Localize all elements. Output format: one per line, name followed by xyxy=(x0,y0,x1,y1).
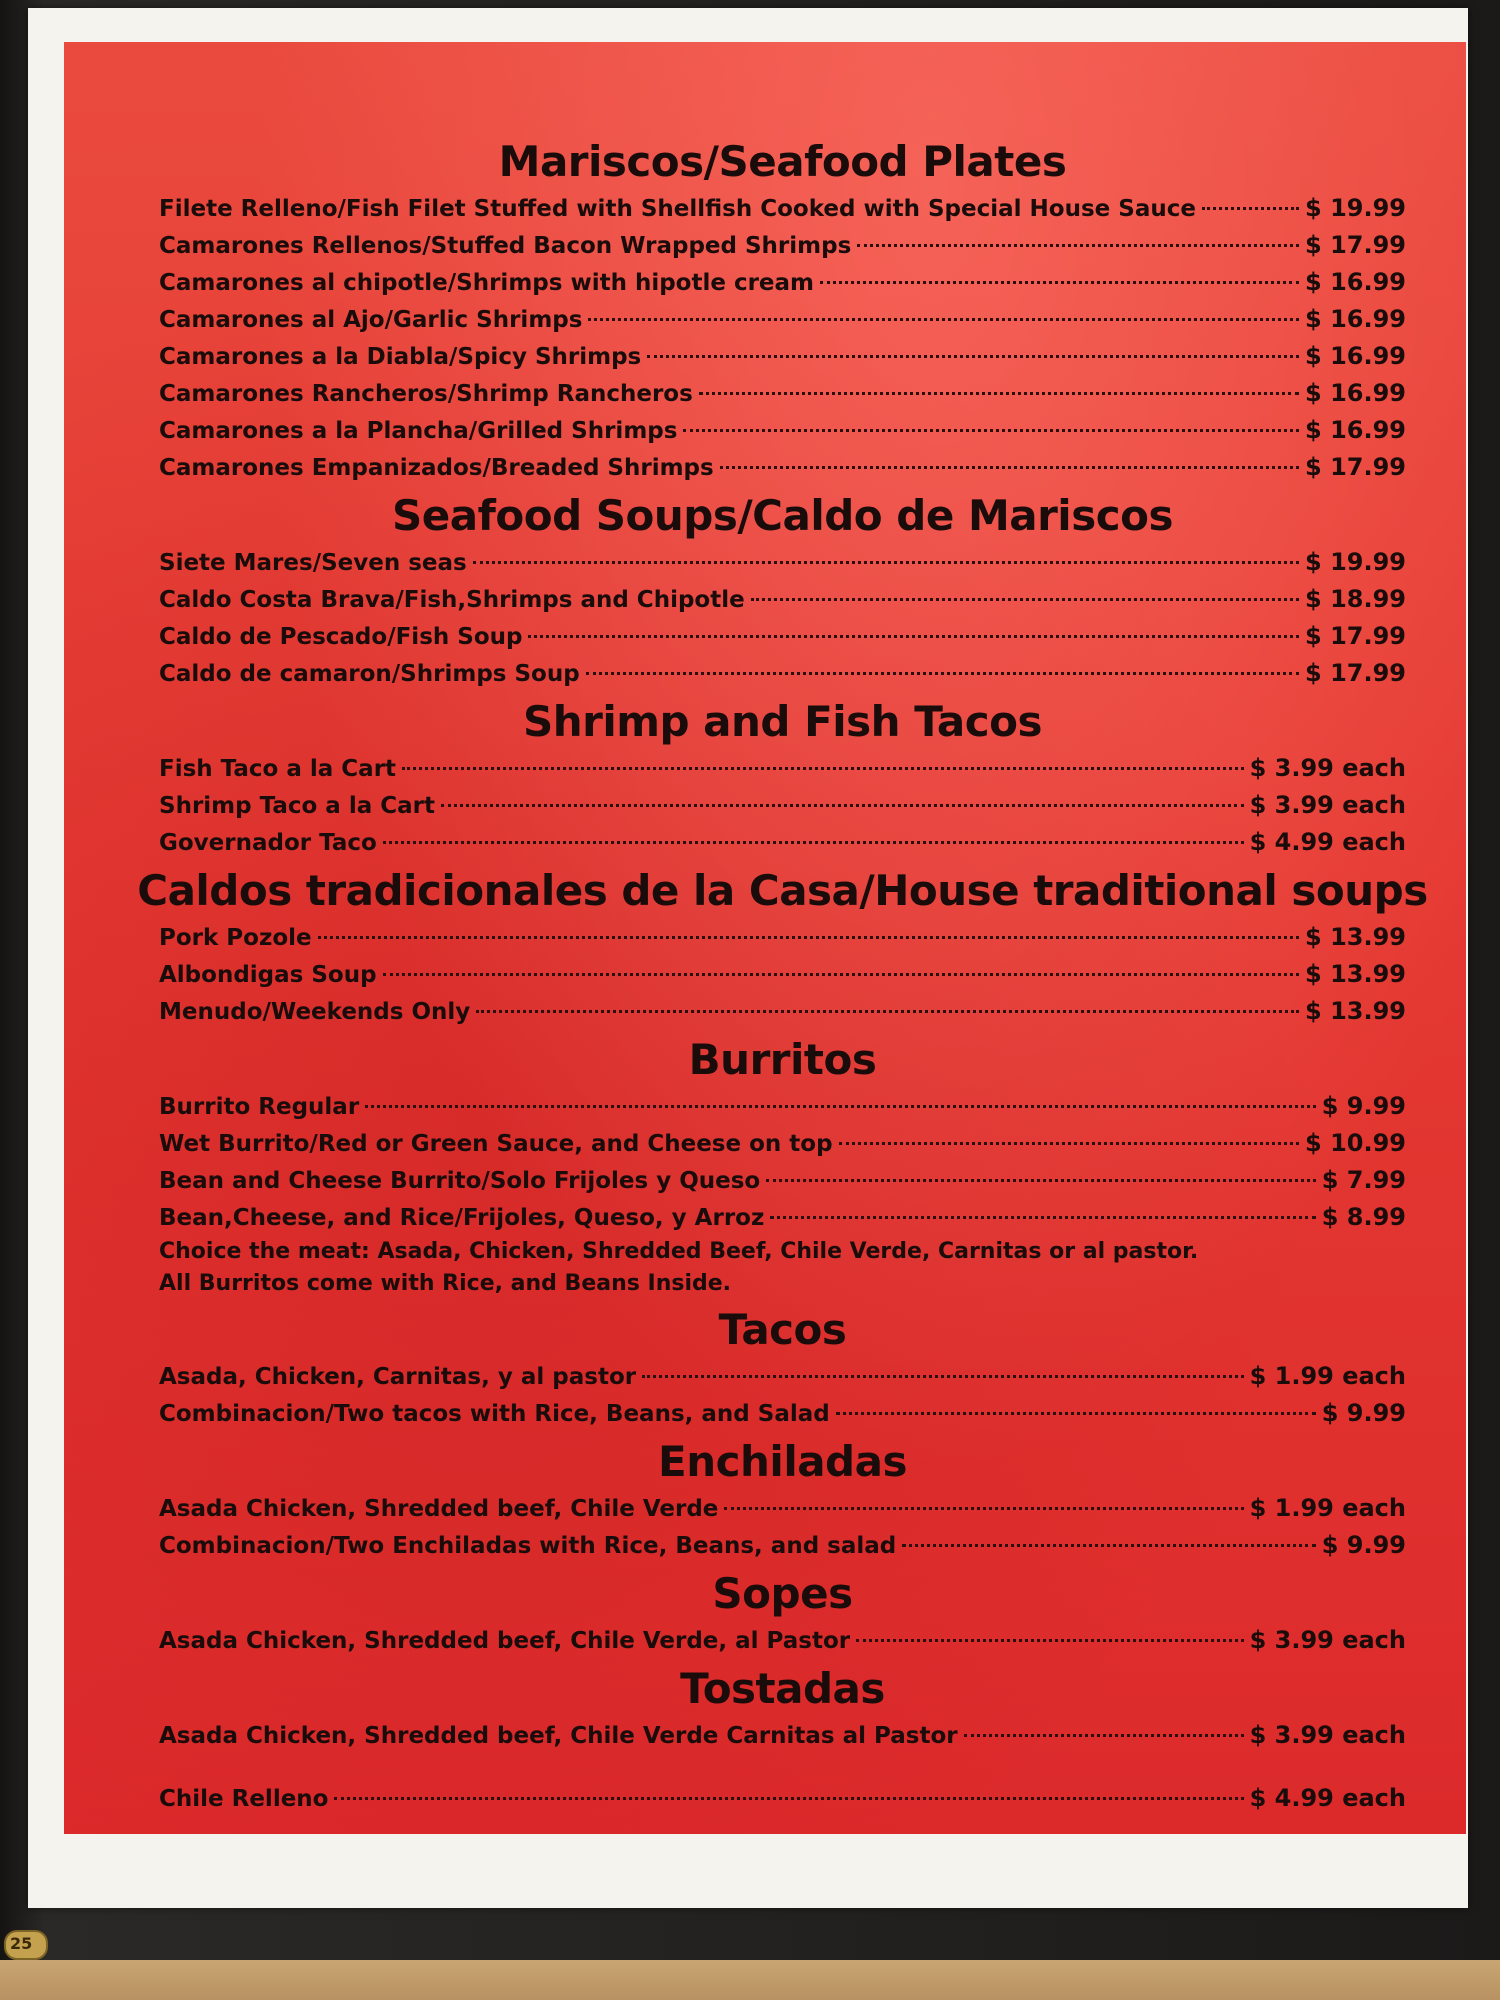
menu-item xyxy=(159,301,1406,338)
menu-item xyxy=(159,1088,1406,1125)
section-title: Seafood Soups/Caldo de Mariscos xyxy=(392,491,1173,540)
dot-leader xyxy=(820,281,1299,284)
menu-item-price: $ 18.99 xyxy=(1305,585,1406,613)
dot-leader xyxy=(751,598,1299,601)
menu-item-price: $ 13.99 xyxy=(1305,923,1406,951)
dot-leader xyxy=(839,1142,1299,1145)
menu-item xyxy=(159,919,1406,956)
menu-item xyxy=(159,750,1406,787)
menu-item-price: $ 1.99 each xyxy=(1249,1362,1406,1390)
menu-item xyxy=(159,618,1406,655)
menu-item-price: $ 17.99 xyxy=(1305,622,1406,650)
menu-item xyxy=(159,1358,1406,1395)
dot-leader xyxy=(766,1179,1315,1182)
menu-item-name: Pork Pozole xyxy=(159,925,312,951)
dot-leader xyxy=(588,318,1299,321)
menu-item-price: $ 13.99 xyxy=(1305,960,1406,988)
menu-item-name: Camarones Rellenos/Stuffed Bacon Wrapped Shrimps xyxy=(159,233,852,259)
dot-leader xyxy=(383,841,1244,844)
section-title: Tostadas xyxy=(680,1664,885,1713)
menu-note: Choice the meat: Asada, Chicken, Shredded Beef, Chile Verde, Carnitas or al pastor. xyxy=(159,1239,1199,1264)
menu-item-name: Wet Burrito/Red or Green Sauce, and Cheese on top xyxy=(159,1131,833,1157)
menu-section xyxy=(159,1570,1406,1659)
dot-leader xyxy=(473,561,1299,564)
menu-item xyxy=(159,412,1406,449)
section-title: Burritos xyxy=(688,1035,877,1084)
menu-item-price: $ 8.99 xyxy=(1321,1203,1406,1231)
dot-leader xyxy=(476,1010,1299,1013)
menu-item-name: Fish Taco a la Cart xyxy=(159,756,397,782)
menu-item-price: $ 17.99 xyxy=(1305,453,1406,481)
menu-item xyxy=(159,264,1406,301)
menu-item-name: Camarones al chipotle/Shrimps with hipotle cream xyxy=(159,270,815,296)
menu-item-name: Asada, Chicken, Carnitas, y al pastor xyxy=(159,1364,637,1390)
menu-item-name: Bean,Cheese, and Rice/Frijoles, Queso, y Arroz xyxy=(159,1205,765,1231)
menu-item-price: $ 1.99 each xyxy=(1249,1494,1406,1522)
menu-item xyxy=(159,824,1406,861)
menu-item xyxy=(159,1490,1406,1527)
section-title: Shrimp and Fish Tacos xyxy=(522,697,1043,746)
menu-item-price: $ 3.99 each xyxy=(1249,1721,1406,1749)
menu-item-price: $ 17.99 xyxy=(1305,659,1406,687)
menu-item xyxy=(159,544,1406,581)
menu-item-name: Albondigas Soup xyxy=(159,962,377,988)
dot-leader xyxy=(334,1797,1243,1800)
menu-item-price: $ 19.99 xyxy=(1305,194,1406,222)
section-title: Sopes xyxy=(712,1569,853,1618)
dot-leader xyxy=(902,1544,1315,1547)
dot-leader xyxy=(724,1507,1243,1510)
dot-leader xyxy=(857,244,1299,247)
menu-section xyxy=(159,492,1406,692)
menu-item xyxy=(159,227,1406,264)
section-title: Enchiladas xyxy=(658,1437,907,1486)
menu-item-price: $ 13.99 xyxy=(1305,997,1406,1025)
menu-item-price: $ 19.99 xyxy=(1305,548,1406,576)
menu-item-name: Camarones a la Diabla/Spicy Shrimps xyxy=(159,344,642,370)
dot-leader xyxy=(683,429,1299,432)
menu-item-name: Burrito Regular xyxy=(159,1094,360,1120)
dot-leader xyxy=(1202,207,1299,210)
menu-item xyxy=(159,1622,1406,1659)
dot-leader xyxy=(383,973,1299,976)
page-number: 25 xyxy=(10,1934,33,1953)
menu-item xyxy=(159,1125,1406,1162)
menu-item-price: $ 16.99 xyxy=(1305,342,1406,370)
menu-item-price: $ 3.99 each xyxy=(1249,791,1406,819)
menu-item-name: Caldo Costa Brava/Fish,Shrimps and Chipotle xyxy=(159,587,745,613)
menu-item xyxy=(159,190,1406,227)
dot-leader xyxy=(647,355,1299,358)
dot-leader xyxy=(586,672,1299,675)
menu-item-chile-relleno xyxy=(159,1780,1406,1817)
menu-item-name: Chile Relleno xyxy=(159,1786,329,1812)
dot-leader xyxy=(402,767,1244,770)
menu-item-name: Governador Taco xyxy=(159,830,377,856)
menu-item-price: $ 4.99 each xyxy=(1249,1784,1406,1812)
menu-section xyxy=(159,1036,1406,1300)
dot-leader xyxy=(720,466,1299,469)
menu-item xyxy=(159,1199,1406,1236)
dot-leader xyxy=(528,635,1299,638)
menu-item-name: Camarones Empanizados/Breaded Shrimps xyxy=(159,455,714,481)
menu-section xyxy=(137,866,1428,1030)
dot-leader xyxy=(642,1375,1243,1378)
menu-item-price: $ 9.99 xyxy=(1321,1531,1406,1559)
menu-item-price: $ 16.99 xyxy=(1305,416,1406,444)
menu-item-name: Menudo/Weekends Only xyxy=(159,999,471,1025)
dot-leader xyxy=(318,936,1299,939)
menu-item-name: Caldo de camaron/Shrimps Soup xyxy=(159,661,580,687)
menu-section xyxy=(159,698,1406,861)
menu-item-name: Shrimp Taco a la Cart xyxy=(159,793,435,819)
menu-item-price: $ 17.99 xyxy=(1305,231,1406,259)
dot-leader xyxy=(699,392,1299,395)
section-title: Mariscos/Seafood Plates xyxy=(498,137,1067,186)
menu-section xyxy=(159,138,1406,486)
menu-item xyxy=(159,787,1406,824)
menu-item-name: Combinacion/Two tacos with Rice, Beans, and Salad xyxy=(159,1401,830,1427)
menu-item-name: Asada Chicken, Shredded beef, Chile Verde Carnitas al Pastor xyxy=(159,1723,958,1749)
menu-item-name: Asada Chicken, Shredded beef, Chile Verde xyxy=(159,1496,719,1522)
dot-leader xyxy=(836,1412,1316,1415)
menu-item-price: $ 16.99 xyxy=(1305,379,1406,407)
menu-item-price: $ 9.99 xyxy=(1321,1399,1406,1427)
menu-item xyxy=(159,449,1406,486)
table-surface xyxy=(0,1960,1500,2000)
menu-item xyxy=(159,655,1406,692)
dot-leader xyxy=(770,1216,1315,1219)
menu-item-name: Camarones a la Plancha/Grilled Shrimps xyxy=(159,418,678,444)
menu-item-name: Filete Relleno/Fish Filet Stuffed with Shellfish Cooked with Special House Sauce xyxy=(159,196,1196,222)
menu-item-price: $ 9.99 xyxy=(1321,1092,1406,1120)
section-title: Tacos xyxy=(718,1305,847,1354)
menu-note: All Burritos come with Rice, and Beans Inside. xyxy=(159,1271,732,1296)
menu-section xyxy=(159,1438,1406,1564)
menu-item xyxy=(159,1162,1406,1199)
menu-item-name: Siete Mares/Seven seas xyxy=(159,550,467,576)
menu-item-name: Caldo de Pescado/Fish Soup xyxy=(159,624,523,650)
menu-item-name: Asada Chicken, Shredded beef, Chile Verde, al Pastor xyxy=(159,1628,851,1654)
menu-item-name: Camarones Rancheros/Shrimp Rancheros xyxy=(159,381,693,407)
menu-item-price: $ 10.99 xyxy=(1305,1129,1406,1157)
menu-item xyxy=(159,1395,1406,1432)
section-title: Caldos tradicionales de la Casa/House traditional soups xyxy=(137,866,1428,915)
menu-item-price: $ 16.99 xyxy=(1305,305,1406,333)
menu-section xyxy=(159,1665,1406,1754)
dot-leader xyxy=(365,1105,1316,1108)
dot-leader xyxy=(441,804,1244,807)
menu-item xyxy=(159,581,1406,618)
menu-item-price: $ 4.99 each xyxy=(1249,828,1406,856)
menu-item xyxy=(159,338,1406,375)
menu-item xyxy=(159,993,1406,1030)
menu-page xyxy=(64,42,1466,1834)
menu-item-price: $ 3.99 each xyxy=(1249,1626,1406,1654)
menu-item xyxy=(159,1527,1406,1564)
menu-item-name: Bean and Cheese Burrito/Solo Frijoles y Queso xyxy=(159,1168,761,1194)
spacer xyxy=(159,1754,1406,1780)
menu-item-name: Combinacion/Two Enchiladas with Rice, Beans, and salad xyxy=(159,1533,897,1559)
menu-item-price: $ 7.99 xyxy=(1321,1166,1406,1194)
dot-leader xyxy=(964,1734,1244,1737)
menu-item-price: $ 3.99 each xyxy=(1249,754,1406,782)
menu-item xyxy=(159,375,1406,412)
menu-item xyxy=(159,1717,1406,1754)
menu-item xyxy=(159,956,1406,993)
menu-section xyxy=(159,1306,1406,1432)
dot-leader xyxy=(856,1639,1243,1642)
menu-item-price: $ 16.99 xyxy=(1305,268,1406,296)
menu-item-name: Camarones al Ajo/Garlic Shrimps xyxy=(159,307,583,333)
